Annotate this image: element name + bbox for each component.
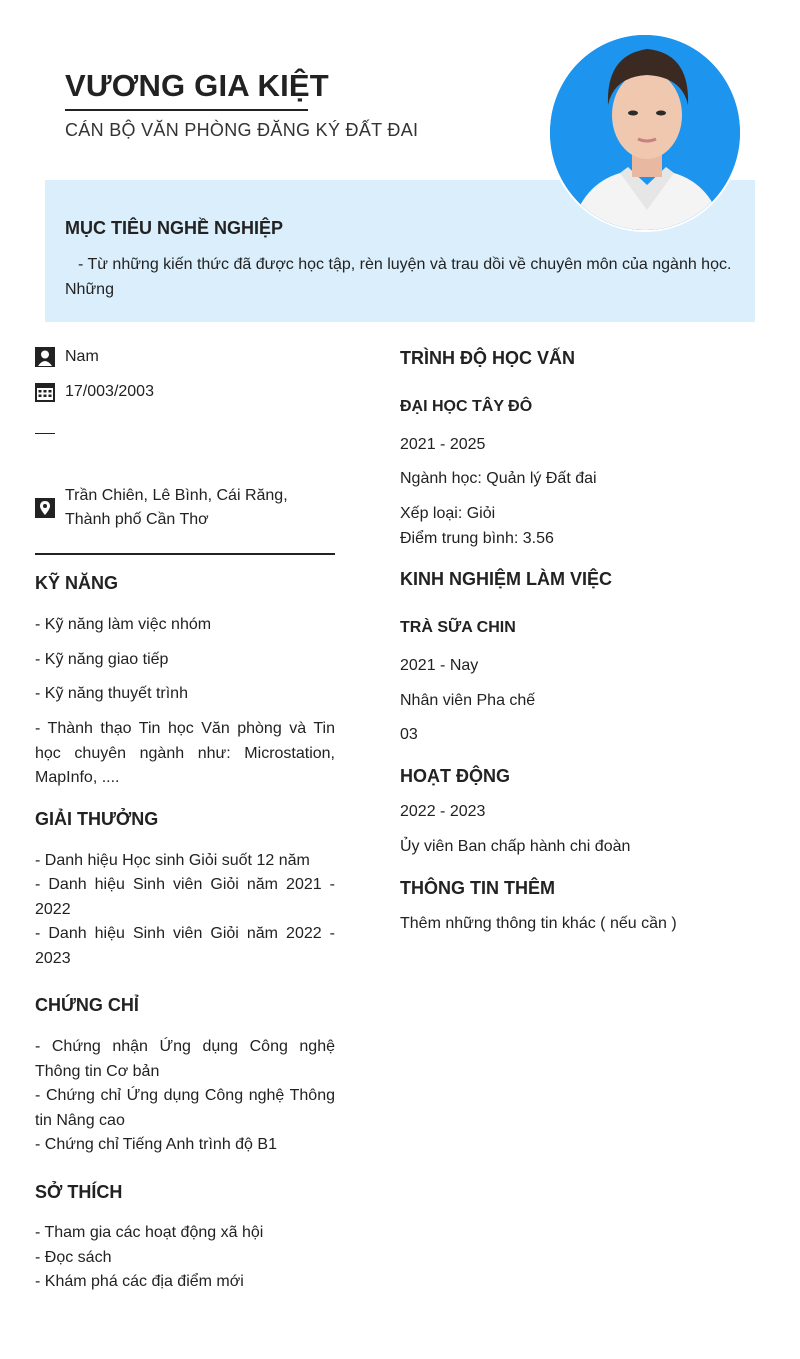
hobbies-heading: SỞ THÍCH — [35, 1182, 123, 1202]
hobby-item: - Đọc sách — [35, 1249, 112, 1266]
hobby-item: - Khám phá các địa điểm mới — [35, 1273, 244, 1290]
portrait-image — [550, 35, 742, 232]
experience-period: 2021 - Nay — [400, 657, 479, 674]
award-item: - Danh hiệu Học sinh Giỏi suốt 12 năm — [35, 852, 310, 869]
education-heading: TRÌNH ĐỘ HỌC VẤN — [400, 348, 575, 368]
activities-role: Ủy viên Ban chấp hành chi đoàn — [400, 838, 631, 855]
experience-position: Nhân viên Pha chế — [400, 692, 536, 709]
location-icon — [35, 498, 55, 518]
education-period: 2021 - 2025 — [400, 436, 486, 453]
certificate-item: - Chứng nhận Ứng dụng Công nghệ Thông tin Cơ bản — [35, 1038, 335, 1080]
certificate-item: - Chứng chỉ Ứng dụng Công nghệ Thông tin Nâng cao — [35, 1087, 335, 1129]
more-info-heading: THÔNG TIN THÊM — [400, 878, 555, 898]
skill-item: - Kỹ năng thuyết trình — [35, 685, 188, 702]
skill-item: - Kỹ năng làm việc nhóm — [35, 616, 212, 633]
birthdate-row — [35, 380, 154, 404]
person-icon — [35, 347, 55, 367]
profile-photo — [548, 33, 742, 232]
skill-item: - Thành thạo Tin học Văn phòng và Tin học chuyên ngành như: Microstation, MapInfo, .... — [35, 720, 335, 786]
education-major: Ngành học: Quản lý Đất đai — [400, 470, 597, 487]
skill-item: - Kỹ năng giao tiếp — [35, 651, 169, 668]
birthdate-value: 17/003/2003 — [65, 383, 154, 400]
skills-heading: KỸ NĂNG — [35, 573, 119, 593]
experience-company: TRÀ SỮA CHIN — [400, 619, 516, 636]
gender-value: Nam — [65, 348, 99, 365]
activities-period: 2022 - 2023 — [400, 803, 486, 820]
calendar-icon — [35, 382, 55, 402]
experience-heading: KINH NGHIỆM LÀM VIỆC — [400, 569, 613, 589]
address-line-2: Thành phố Cần Thơ — [65, 511, 209, 528]
experience-extra: 03 — [400, 726, 418, 743]
address-line-1: Trần Chiên, Lê Bình, Cái Răng, — [65, 487, 288, 504]
education-gpa: Điểm trung bình: 3.56 — [400, 530, 554, 547]
hobby-item: - Tham gia các hoạt động xã hội — [35, 1224, 264, 1241]
certificates-heading: CHỨNG CHỈ — [35, 995, 139, 1015]
name-underline — [65, 109, 308, 111]
certificate-item: - Chứng chỉ Tiếng Anh trình độ B1 — [35, 1136, 277, 1153]
job-title: CÁN BỘ VĂN PHÒNG ĐĂNG KÝ ĐẤT ĐAI — [65, 120, 419, 140]
award-item: - Danh hiệu Sinh viên Giỏi năm 2022 - 2023 — [35, 925, 335, 967]
gender-row — [35, 345, 99, 369]
education-rank: Xếp loại: Giỏi — [400, 505, 496, 522]
objective-heading: MỤC TIÊU NGHỀ NGHIỆP — [65, 218, 284, 238]
awards-heading: GIẢI THƯỞNG — [35, 809, 159, 829]
candidate-name: VƯƠNG GIA KIỆT — [65, 68, 329, 103]
education-school: ĐẠI HỌC TÂY ĐÔ — [400, 398, 533, 415]
blank-field-dash — [35, 433, 55, 434]
address-row — [35, 484, 288, 532]
more-info-text: Thêm những thông tin khác ( nếu cần ) — [400, 915, 677, 932]
award-item: - Danh hiệu Sinh viên Giỏi năm 2021 - 2022 — [35, 876, 335, 918]
activities-heading: HOẠT ĐỘNG — [400, 766, 510, 786]
objective-text: - Từ những kiến thức đã được học tập, rèn luyện và trau dồi về chuyên môn của ngành học. Những — [65, 256, 732, 298]
left-divider — [35, 553, 335, 555]
